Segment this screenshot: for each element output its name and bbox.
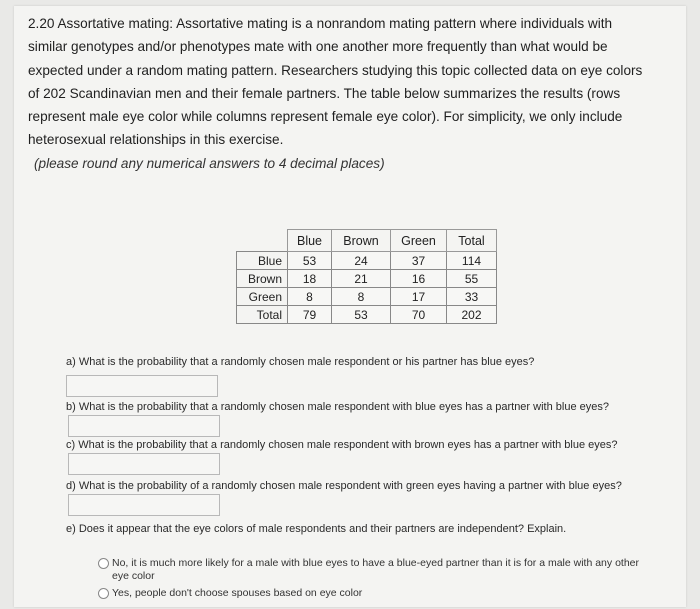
problem-line: of 202 Scandinavian men and their female partners. The table below summarizes the results (rows [28, 85, 621, 101]
question-a [66, 355, 661, 397]
question-b [66, 400, 661, 437]
table-cell: 70 [391, 306, 447, 324]
answer-input-b[interactable] [68, 415, 220, 437]
question-page [14, 6, 686, 607]
table-cell: 16 [391, 270, 447, 288]
table-cell: 24 [332, 252, 391, 270]
problem-line: expected under a random mating pattern. Researchers studying this topic collected data on eye colors [28, 62, 643, 78]
col-header-green: Green [391, 230, 447, 252]
question-c-text: c) What is the probability that a randomly chosen male respondent with brown eyes has a partner with blue eyes? [66, 439, 618, 451]
table-cell: 8 [332, 288, 391, 306]
table-cell: 53 [288, 252, 332, 270]
option-yes-label: Yes, people don't choose spouses based on eye color [112, 587, 363, 599]
rounding-note: (please round any numerical answers to 4 decimal places) [34, 155, 385, 171]
table-cell: 33 [447, 288, 497, 306]
problem-line: 2.20 Assortative mating: Assortative mating is a nonrandom mating pattern where individuals with [28, 16, 613, 31]
row-header-green: Green [237, 288, 288, 306]
row-header-brown: Brown [237, 270, 288, 288]
question-a-text: a) What is the probability that a randomly chosen male respondent or his partner has blue eyes? [66, 356, 535, 368]
problem-line: similar genotypes and/or phenotypes mate with one another more frequently than what would be [28, 39, 608, 55]
option-yes[interactable] [98, 587, 658, 600]
table-cell: 53 [332, 306, 391, 324]
table-cell: 202 [447, 306, 497, 324]
col-header-blue: Blue [288, 230, 332, 252]
question-d-text: d) What is the probability of a randomly chosen male respondent with green eyes having a partner with blue eyes? [66, 480, 622, 492]
answer-input-c[interactable] [68, 453, 220, 475]
table-cell: 21 [332, 270, 391, 288]
table-row [237, 252, 497, 270]
question-d [66, 479, 661, 516]
problem-line: heterosexual relationships in this exercise. [28, 132, 284, 148]
question-e [66, 522, 661, 537]
answer-input-a[interactable] [66, 375, 218, 397]
option-no-label: No, it is much more likely for a male with blue eyes to have a blue-eyed partner than it is for a male with any other eye color [112, 557, 639, 582]
row-header-blue: Blue [237, 252, 288, 270]
question-e-options [98, 557, 658, 600]
table-header-row [237, 230, 497, 252]
table-cell: 114 [447, 252, 497, 270]
option-no[interactable] [98, 557, 658, 583]
col-header-total: Total [447, 230, 497, 252]
table-cell: 18 [288, 270, 332, 288]
answer-input-d[interactable] [68, 494, 220, 516]
col-header-brown: Brown [332, 230, 391, 252]
problem-statement [28, 12, 678, 175]
contingency-table [236, 229, 497, 324]
table-cell: 79 [288, 306, 332, 324]
table-row [237, 288, 497, 306]
problem-line: represent male eye color while columns represent female eye color). For simplicity, we only include [28, 109, 623, 125]
table-cell: 17 [391, 288, 447, 306]
table-row [237, 270, 497, 288]
table-cell: 8 [288, 288, 332, 306]
table-corner [237, 230, 288, 252]
radio-button[interactable] [98, 558, 109, 569]
table-row [237, 306, 497, 324]
question-c [66, 438, 661, 475]
question-b-text: b) What is the probability that a randomly chosen male respondent with blue eyes has a partner with blue eyes? [66, 401, 609, 413]
row-header-total: Total [237, 306, 288, 324]
table-cell: 37 [391, 252, 447, 270]
question-e-text: e) Does it appear that the eye colors of male respondents and their partners are independent? Explain. [66, 523, 567, 535]
table-cell: 55 [447, 270, 497, 288]
radio-button[interactable] [98, 588, 109, 599]
